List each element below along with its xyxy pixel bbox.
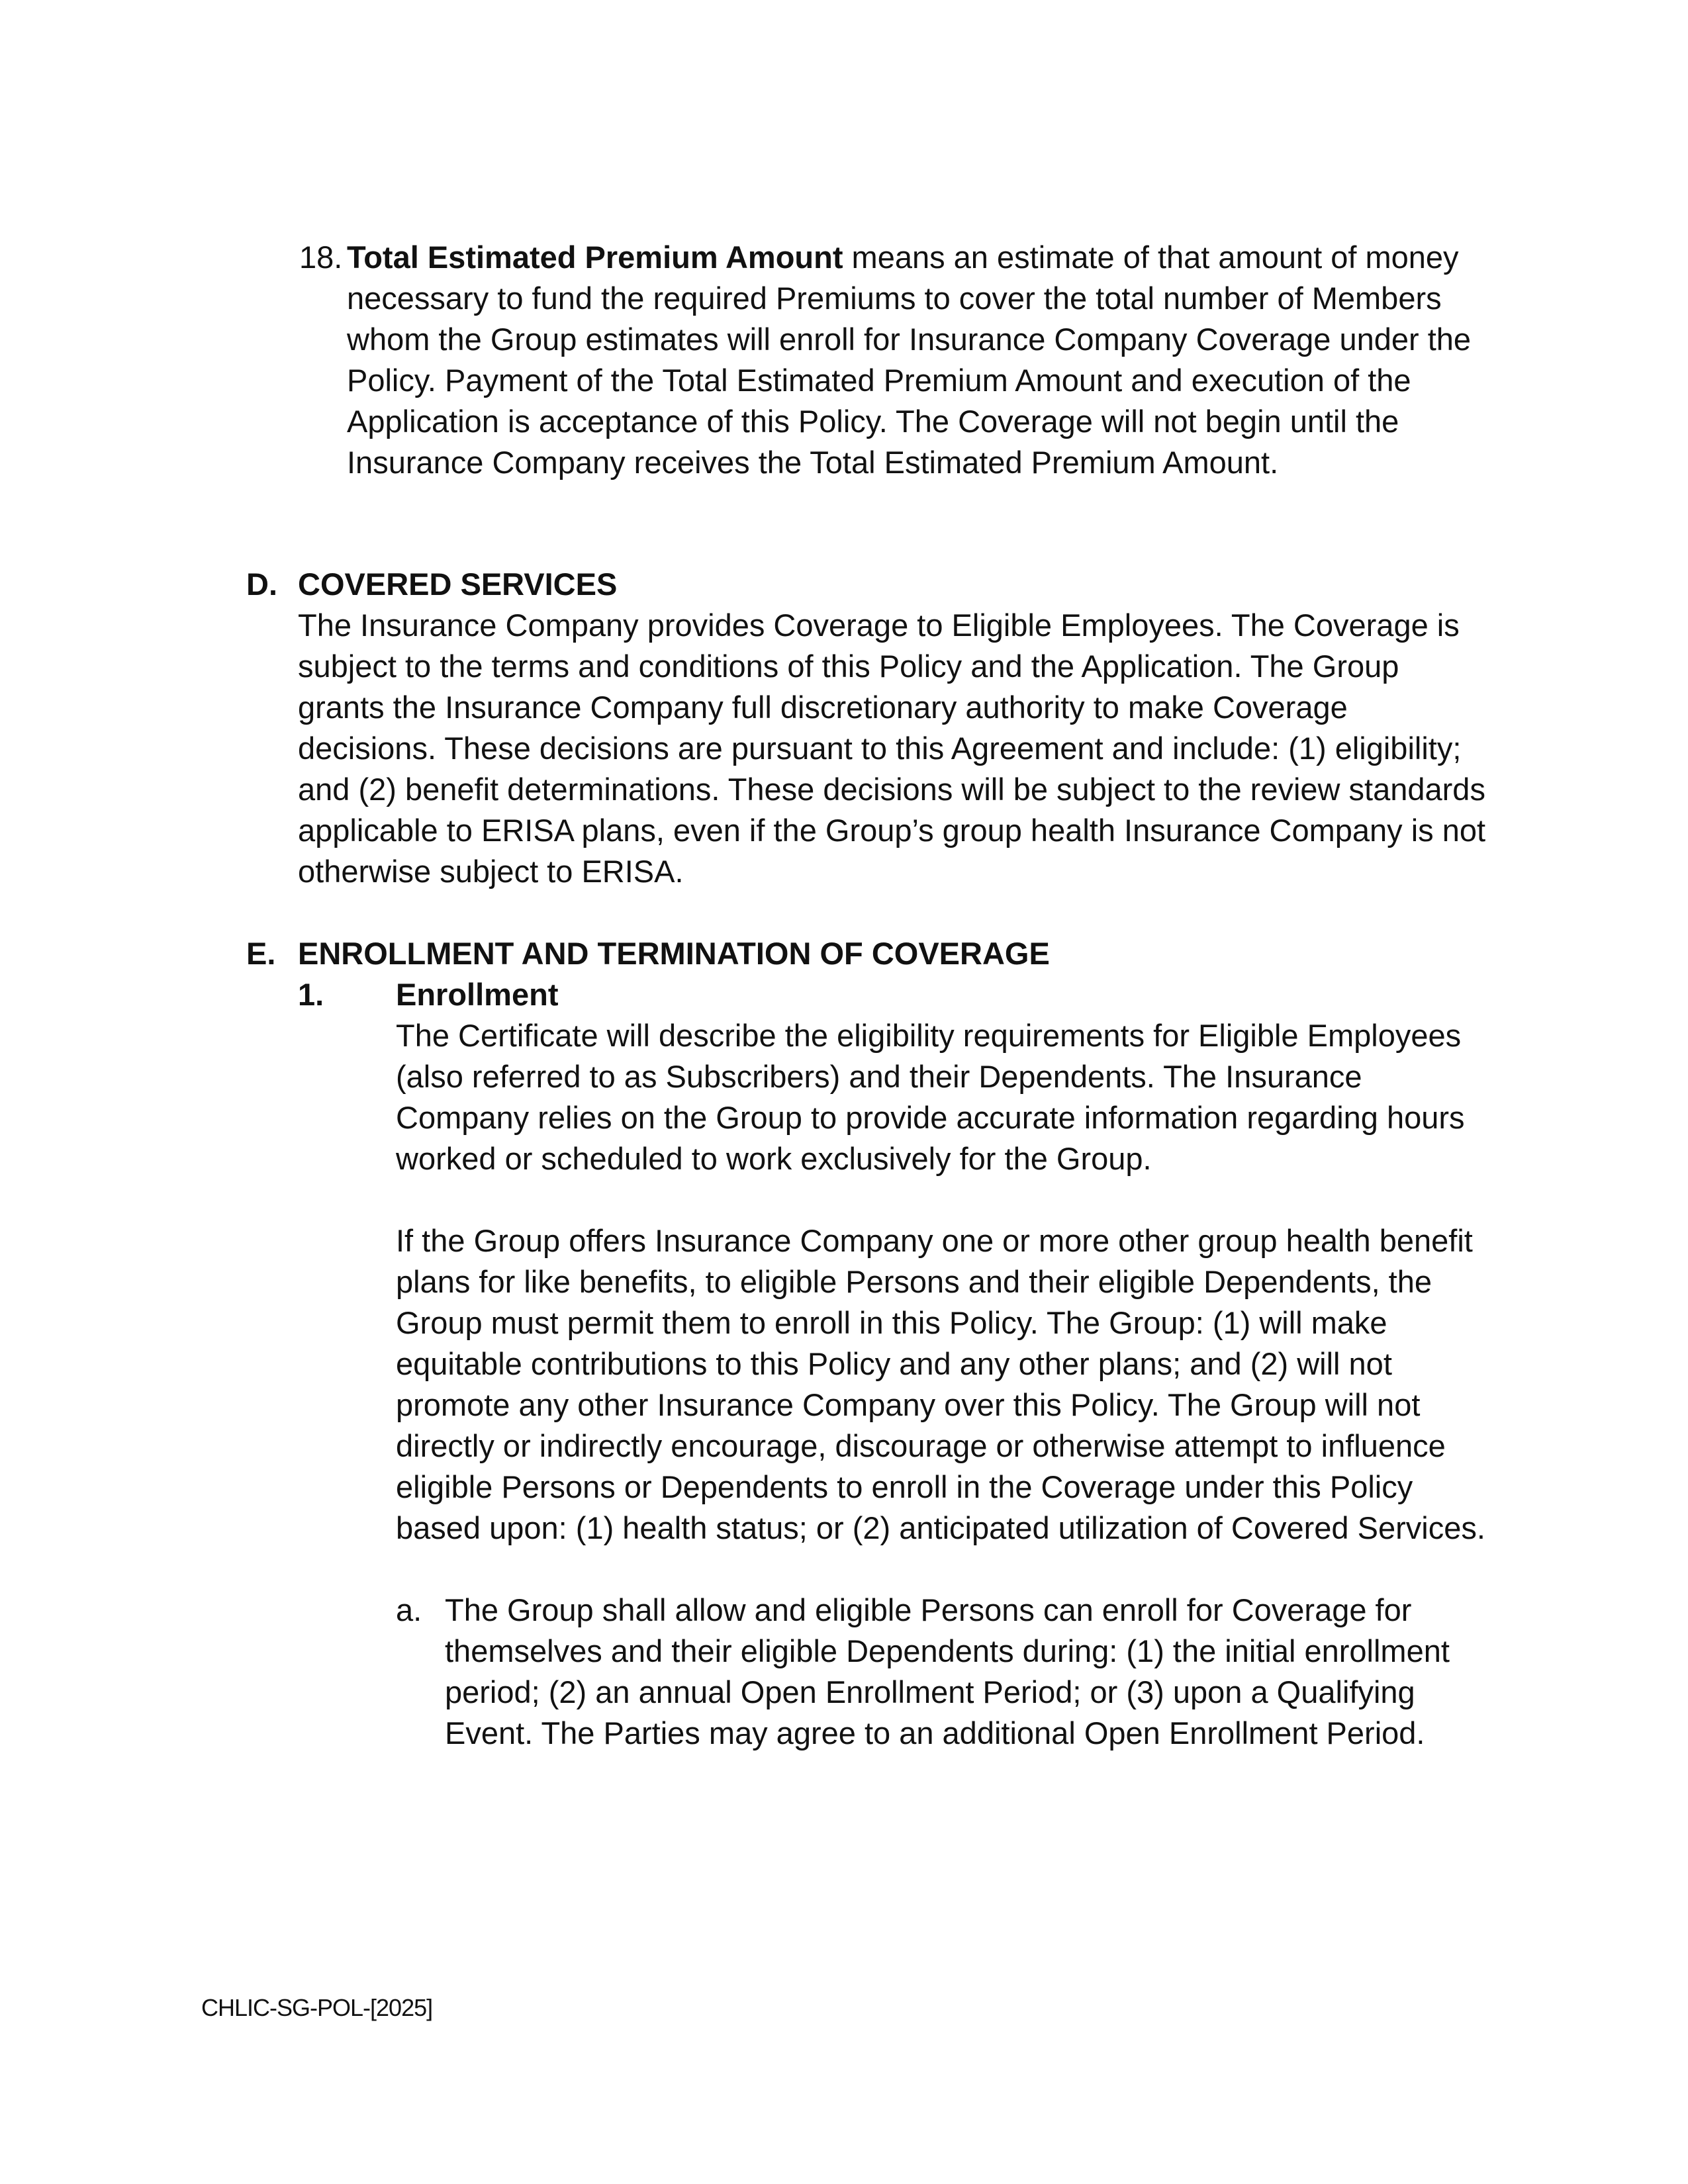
list-item-letter: a. (396, 1592, 422, 1627)
subsection-title: Enrollment (396, 977, 559, 1012)
section-letter: E. (246, 936, 276, 971)
definition-item-18 (299, 237, 1491, 483)
definition-text: means an estimate of that amount of money necessary to fund the required Premiums to cover the total number of Members whom the Group estimates will enroll for Insurance Company Coverage under the Policy. Payment of the Total Estimated Premium Amount and execution of the Application is acceptance of this Policy. The Coverage will not begin until the Insurance Company receives the Total Estimated Premium Amount. (347, 240, 1472, 480)
list-item-text: The Group shall allow and eligible Persons can enroll for Coverage for themselves and their eligible Dependents during: (1) the initial enrollment period; (2) an annual Open Enrollment Period; or (3) upon a Qualifying Event. The Parties may agree to an additional Open Enrollment Period. (445, 1592, 1450, 1751)
enrollment-paragraph-2: If the Group offers Insurance Company one or more other group health benefit plans for like benefits, to eligible Persons and their eligible Dependents, the Group must permit them to enroll in this Policy. The Group: (1) will make equitable contributions to this Policy and any other plans; and (2) will not promote any other Insurance Company over this Policy. The Group will not directly or indirectly encourage, discourage or otherwise attempt to influence eligible Persons or Dependents to enroll in the Coverage under this Policy based upon: (1) health status; or (2) anticipated utilization of Covered Services. (396, 1223, 1485, 1545)
subsection-heading (298, 974, 1491, 1015)
section-heading: ENROLLMENT AND TERMINATION OF COVERAGE (298, 936, 1050, 971)
definition-term: Total Estimated Premium Amount (347, 240, 843, 275)
definition-number: 18. (299, 240, 343, 275)
definition-body (347, 237, 1491, 483)
section-enrollment-termination (246, 933, 1491, 1754)
footer-form-number: CHLIC-SG-POL-[2025] (201, 1994, 433, 2021)
section-letter: D. (246, 567, 277, 602)
enrollment-paragraph-1: The Certificate will describe the eligibility requirements for Eligible Employees (also referred to as Subscribers) and their Dependents. The Insurance Company relies on the Group to provide accurate information regarding hours worked or scheduled to work exclusively for the Group. (396, 1018, 1465, 1176)
subsection-number: 1. (298, 977, 324, 1012)
list-item-a (396, 1590, 1491, 1754)
section-heading: COVERED SERVICES (298, 567, 618, 602)
section-covered-services (246, 564, 1491, 892)
section-body: The Insurance Company provides Coverage to Eligible Employees. The Coverage is subject to the terms and conditions of this Policy and the Application. The Group grants the Insurance Company full discretionary authority to make Coverage decisions. These decisions are pursuant to this Agreement and include: (1) eligibility; and (2) benefit determinations. These decisions will be subject to the review standards applicable to ERISA plans, even if the Group’s group health Insurance Company is not otherwise subject to ERISA. (298, 608, 1486, 889)
